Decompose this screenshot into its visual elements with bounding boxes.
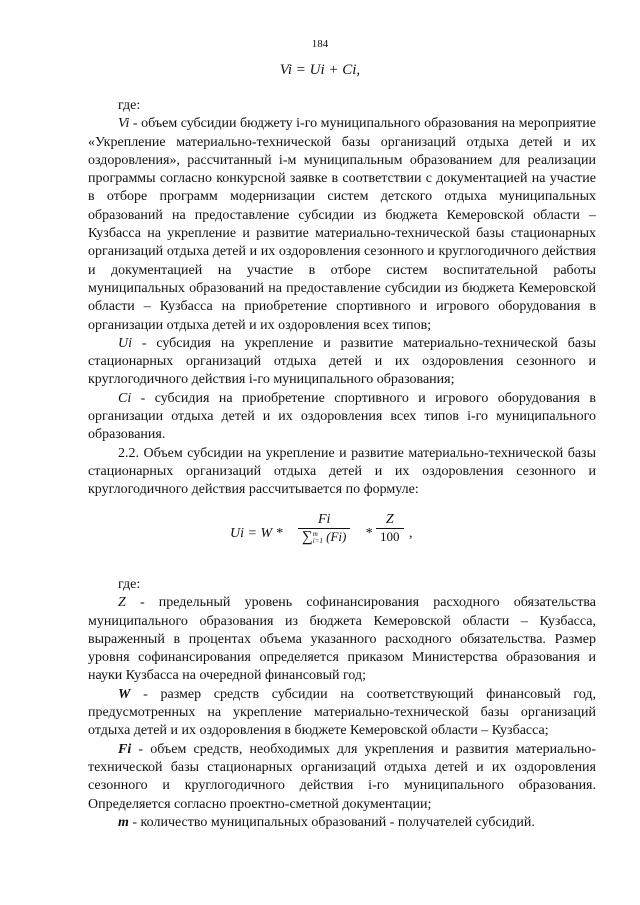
- text-vi: - объем субсидии бюджету i-го муниципального образования на мероприятие «Укрепление материально-технической базы организаций отдыха детей и их оздоровления», рассчитанный i-м муниципальным образованием для реализации программы согласно конкурсной заявке в соответствии с документацией на участие в отборе программ модернизации систем детского отдыха муниципальных образований на предоставление субсидии из бюджета Кемеровской области – Кузбасса на укрепление и развитие материально-технической базы стационарных организаций отдыха детей и их оздоровления сезонного и круглогодичного действия и документацией на участие в отборе систем воспитательной работы муниципальных образований на предоставление субсидии из бюджета Кемеровской области – Кузбасса на приобретение спортивного и игрового оборудования в организации отдыха детей и их оздоровления всех типов;: [88, 116, 596, 333]
- definitions-section-2: [88, 576, 596, 832]
- symbol-vi: Vi: [118, 116, 130, 132]
- text-m: - количество муниципальных образований - получателей субсидий.: [128, 814, 535, 830]
- fraction-fi-over-sum: [298, 512, 350, 546]
- fraction-denominator-100: 100: [380, 529, 400, 544]
- where-label: где:: [118, 98, 141, 113]
- definition-fi: [88, 741, 596, 814]
- text-fi: - объем средств, необходимых для укрепления и развития материально-технической базы стационарных организаций отдыха детей и их оздоровления сезонного и круглогодичного действия i-го муниципального образования. Определяется согласно проектно-сметной документации;: [88, 741, 596, 812]
- definitions-section-1: [88, 97, 596, 500]
- symbol-m: m: [118, 814, 129, 830]
- sum-lower-limit: i=1: [312, 537, 323, 546]
- multiply-sign: *: [365, 526, 372, 541]
- symbol-ci: Ci: [118, 390, 132, 406]
- fraction-z-over-100: [376, 512, 404, 545]
- sum-limits: [313, 531, 323, 545]
- sum-symbol: ∑: [302, 529, 313, 545]
- formula-vi: Vi = Ui + Ci,: [279, 62, 361, 78]
- definition-m: [88, 814, 596, 832]
- paragraph-2-2: 2.2. Объем субсидии на укрепление и развитие материально-технической базы стационарных организаций отдыха детей и их оздоровления сезонного и круглогодичного действия рассчитывается по формуле:: [88, 445, 596, 498]
- fraction-numerator-z: Z: [385, 512, 394, 527]
- symbol-ui: Ui: [118, 335, 132, 351]
- definition-vi: [88, 115, 596, 335]
- text-ci: - субсидия на приобретение спортивного и игрового оборудования в организации отдыха детей и их оздоровления всех типов i-го муниципального образования.: [88, 390, 596, 443]
- definition-ci: [88, 390, 596, 445]
- fraction-denominator-sum: [298, 529, 350, 546]
- symbol-z: Z: [118, 595, 126, 611]
- text-w: - размер средств субсидии на соответствующий финансовый год, предусмотренных на укрепление материально-технической базы организаций отдыха детей и их оздоровления в бюджете Кемеровской области – Кузбасса;: [88, 686, 596, 739]
- text-z: - предельный уровень софинансирования расходного обязательства муниципального образования из бюджета Кемеровской области – Кузбасса, выраженный в процентах объема указанного расходного обязательства. Размер уровня софинансирования определяется приказом Министерства образования и науки Кузбасса на очередной финансовый год;: [88, 595, 596, 684]
- definition-w: [88, 686, 596, 741]
- formula-ui: [230, 512, 430, 562]
- symbol-w: W: [118, 686, 131, 702]
- sum-upper-limit: m: [312, 530, 318, 539]
- page-number: 184: [311, 38, 329, 50]
- definition-z: [88, 594, 596, 685]
- text-ui: - субсидия на укрепление и развитие материально-технической базы стационарных организаций отдыха детей и их оздоровления сезонного и круглогодичного действия i-го муниципального образования;: [88, 335, 596, 388]
- fraction-numerator-fi: Fi: [317, 512, 331, 527]
- sum-argument: (Fi): [326, 529, 347, 544]
- symbol-fi: Fi: [118, 741, 132, 757]
- definition-ui: [88, 335, 596, 390]
- formula-comma: ,: [409, 526, 413, 541]
- formula-ui-lhs: Ui = W *: [230, 526, 283, 541]
- where-label: где:: [118, 577, 141, 592]
